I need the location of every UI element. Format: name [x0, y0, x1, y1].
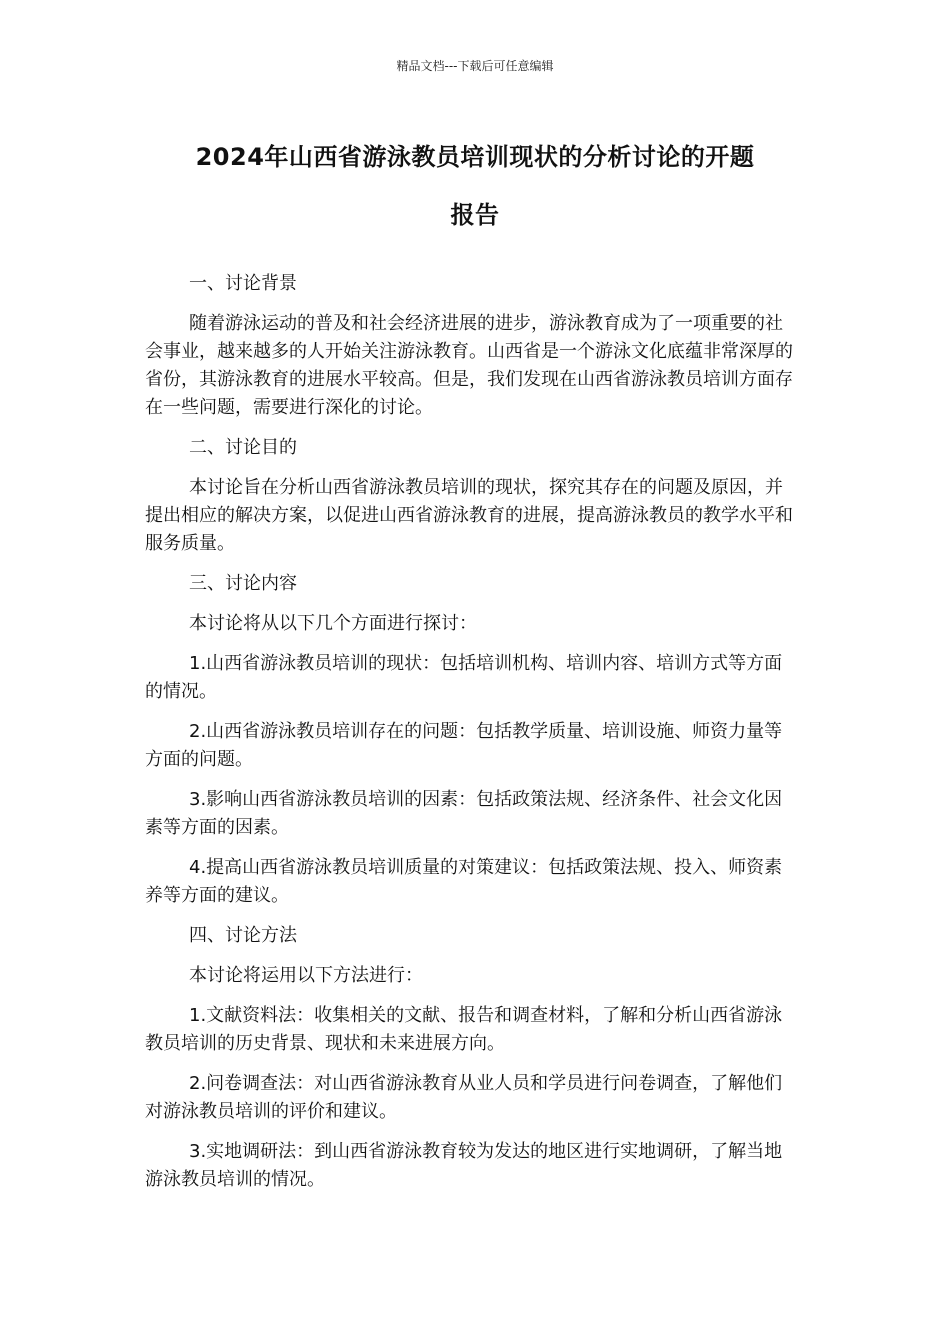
section-heading-background: 一、讨论背景 — [189, 273, 297, 294]
paragraph: 本讨论将从以下几个方面进行探讨： — [189, 613, 477, 634]
list-item: 3.实地调研法：到山西省游泳教育较为发达的地区进行实地调研，了解当地游泳教员培训的情况。 — [145, 1141, 783, 1190]
title-line-1: 2024年山西省游泳教员培训现状的分析讨论的开题 — [195, 143, 755, 171]
section-heading-method: 四、讨论方法 — [189, 925, 297, 946]
title-line-2: 报告 — [450, 201, 500, 229]
list-item: 3.影响山西省游泳教员培训的因素：包括政策法规、经济条件、社会文化因素等方面的因素。 — [145, 789, 783, 838]
list-item: 4.提高山西省游泳教员培训质量的对策建议：包括政策法规、投入、师资素养等方面的建议。 — [145, 857, 783, 906]
document-title — [120, 128, 830, 244]
section-heading-purpose: 二、讨论目的 — [189, 437, 297, 458]
list-item: 2.山西省游泳教员培训存在的问题：包括教学质量、培训设施、师资力量等方面的问题。 — [145, 721, 783, 770]
paragraph: 本讨论将运用以下方法进行： — [189, 965, 423, 986]
section-heading-content: 三、讨论内容 — [189, 573, 297, 594]
paragraph: 随着游泳运动的普及和社会经济进展的进步，游泳教育成为了一项重要的社会事业，越来越多的人开始关注游泳教育。山西省是一个游泳文化底蕴非常深厚的省份，其游泳教育的进展水平较高。但是，我们发现在山西省游泳教员培训方面存在一些问题，需要进行深化的讨论。 — [145, 313, 793, 418]
list-item: 2.问卷调查法：对山西省游泳教育从业人员和学员进行问卷调查，了解他们对游泳教员培训的评价和建议。 — [145, 1073, 783, 1122]
list-item: 1.山西省游泳教员培训的现状：包括培训机构、培训内容、培训方式等方面的情况。 — [145, 653, 783, 702]
list-item: 1.文献资料法：收集相关的文献、报告和调查材料，了解和分析山西省游泳教员培训的历史背景、现状和未来进展方向。 — [145, 1005, 783, 1054]
paragraph: 本讨论旨在分析山西省游泳教员培训的现状，探究其存在的问题及原因，并提出相应的解决方案，以促进山西省游泳教育的进展，提高游泳教员的教学水平和服务质量。 — [145, 477, 793, 554]
document-body — [145, 270, 800, 1206]
header-note: 精品文档---下载后可任意编辑 — [396, 59, 554, 73]
